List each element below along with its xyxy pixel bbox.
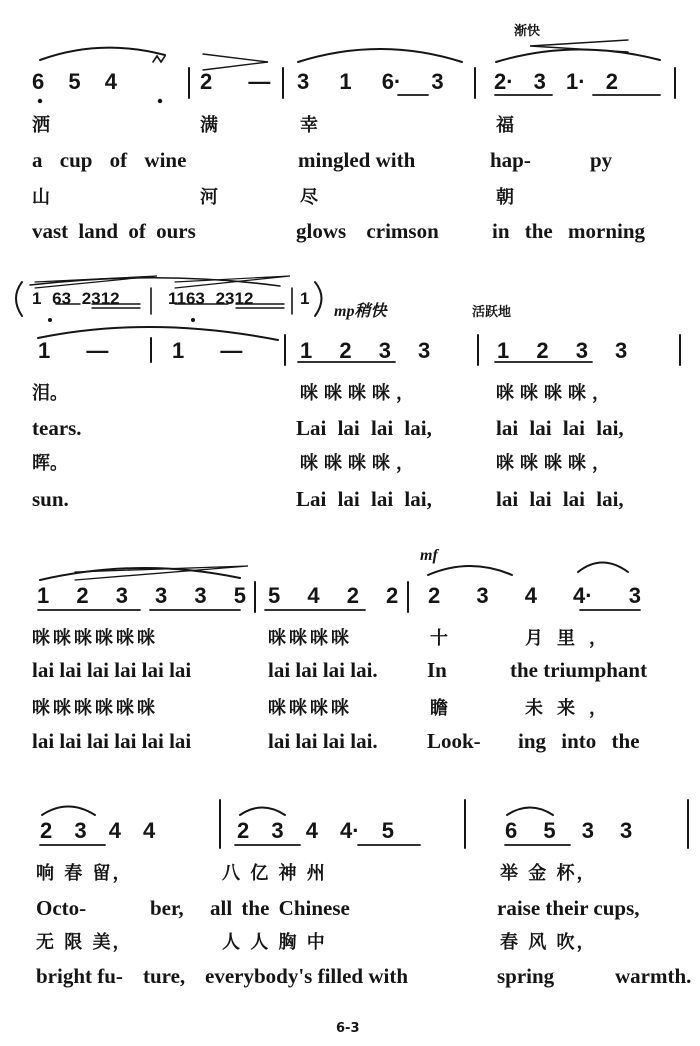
notation-measure: 1 —: [38, 338, 109, 363]
slur: [496, 49, 660, 62]
bracket: [16, 282, 22, 316]
lyric-en: sun.: [32, 487, 69, 511]
notation-measure: 2 —: [200, 69, 271, 94]
bracket: [315, 282, 322, 316]
lyric-en: Lai lai lai lai,: [296, 487, 432, 511]
lyric-cn: 福: [496, 115, 514, 136]
dynamic-tempo-marking: mp稍快: [334, 303, 387, 320]
lyric-en: warmth.: [615, 964, 692, 988]
lyric-cn: 举 金 杯，: [500, 863, 597, 884]
notation-measure: 6 5 4: [32, 69, 117, 94]
lyric-cn: 幸: [300, 115, 318, 136]
lyric-en: vast land of ours: [32, 219, 196, 243]
lyric-cn: 响 春 留，: [36, 863, 133, 884]
lyric-cn: 泪。: [32, 383, 68, 404]
notation-measure: 1 2 3 3: [300, 338, 431, 363]
notation-measure: 1 2 3 3: [497, 338, 628, 363]
expression-marking: 活跃地: [472, 305, 512, 320]
lyric-cn: 山: [32, 187, 50, 208]
lyric-cn: 瞻: [430, 698, 448, 719]
lyric-cn: 咪咪咪咪咪咪: [32, 698, 158, 719]
lyric-en: bright fu-: [36, 964, 123, 988]
lyric-en: ing into the: [518, 729, 640, 753]
lyric-en: tears.: [32, 416, 82, 440]
lyric-cn: 咪咪咪咪: [268, 628, 352, 649]
accompaniment-notes: 1163 2312: [168, 289, 254, 308]
lyric-cn: 八 亿 神 州: [222, 863, 327, 884]
lyric-cn: 无 限 美，: [36, 932, 133, 953]
lyric-en: lai lai lai lai.: [268, 658, 378, 682]
notation-measure: 6 5 3 3: [505, 818, 633, 843]
notation-measure: 5 4 2 2: [268, 583, 399, 608]
lyric-en: in the morning: [492, 219, 646, 243]
lyric-en: ture,: [143, 964, 186, 988]
octave-dot: [191, 318, 195, 322]
lyric-en: lai lai lai lai lai lai: [32, 658, 192, 682]
lyric-cn: 晖。: [32, 453, 68, 474]
slur: [42, 807, 95, 816]
lyric-cn: 咪咪咪咪，: [496, 453, 616, 474]
lyric-cn: 朝: [496, 187, 514, 208]
lyric-en: Look-: [427, 729, 481, 753]
notation-measure: 1 2 3 3 3 5: [37, 583, 246, 608]
notation-measure: 2 3 4 4: [40, 818, 156, 843]
lyric-en: everybody's filled with: [205, 964, 408, 988]
tempo-marking: 渐快: [514, 24, 541, 39]
lyric-cn: 尽: [300, 187, 318, 208]
lyric-cn: 未来，: [525, 698, 621, 719]
octave-dot: [158, 99, 162, 103]
octave-dot: [48, 318, 52, 322]
accompaniment-notes: 1 63 2312: [32, 289, 120, 308]
slur: [240, 808, 285, 816]
lyric-en: ber,: [150, 896, 184, 920]
lyric-en: a cup of wine: [32, 148, 187, 172]
lyric-cn: 咪咪咪咪，: [496, 383, 616, 404]
slur: [298, 49, 462, 62]
notation-measure: 2· 3 1· 2: [494, 69, 618, 94]
lyric-en: lai lai lai lai.: [268, 729, 378, 753]
notation-measure: 2 3 4 4· 5: [237, 818, 394, 843]
slur: [578, 563, 628, 573]
lyric-cn: 人 人 胸 中: [222, 932, 327, 953]
lyric-cn: 河: [200, 187, 218, 208]
lyric-cn: 咪咪咪咪咪咪: [32, 628, 158, 649]
lyric-en: the triumphant: [510, 658, 648, 682]
lyric-cn: 春 风 吹，: [500, 932, 597, 953]
lyric-en: py: [590, 148, 613, 172]
slur: [507, 808, 553, 816]
page-number: 6-3: [336, 1021, 360, 1036]
lyric-en: lai lai lai lai lai lai: [32, 729, 192, 753]
lyric-en: Lai lai lai lai,: [296, 416, 432, 440]
lyric-en: lai lai lai lai,: [496, 487, 624, 511]
lyric-cn: 咪咪咪咪，: [300, 383, 420, 404]
notation-measure: 3 1 6· 3: [297, 69, 444, 94]
lyric-cn: 满: [200, 115, 218, 136]
lyric-en: lai lai lai lai,: [496, 416, 624, 440]
diminuendo-hairpin: [203, 54, 268, 70]
lyric-en: raise their cups,: [497, 896, 640, 920]
slur: [428, 566, 512, 575]
lyric-en: hap-: [490, 148, 531, 172]
lyric-en: Octo-: [36, 896, 87, 920]
notation-measure: 2 3 4 4· 3: [428, 583, 641, 608]
lyric-en: spring: [497, 964, 555, 988]
dynamic-marking: mf: [420, 547, 438, 564]
lyric-en: all the Chinese: [210, 896, 350, 920]
octave-dot: [38, 99, 42, 103]
accompaniment-notes: 1: [300, 289, 310, 308]
slur: [40, 48, 165, 60]
lyric-en: In: [427, 658, 447, 682]
lyric-en: glows crimson: [296, 219, 439, 243]
lyric-cn: 咪咪咪咪: [268, 698, 352, 719]
breath-mark: [153, 56, 165, 62]
lyric-cn: 咪咪咪咪，: [300, 453, 420, 474]
lyric-en: mingled with: [298, 148, 416, 172]
lyric-cn: 洒: [32, 115, 50, 136]
lyric-cn: 月里，: [525, 628, 621, 649]
lyric-cn: 十: [430, 628, 448, 649]
notation-measure: 1 —: [172, 338, 243, 363]
